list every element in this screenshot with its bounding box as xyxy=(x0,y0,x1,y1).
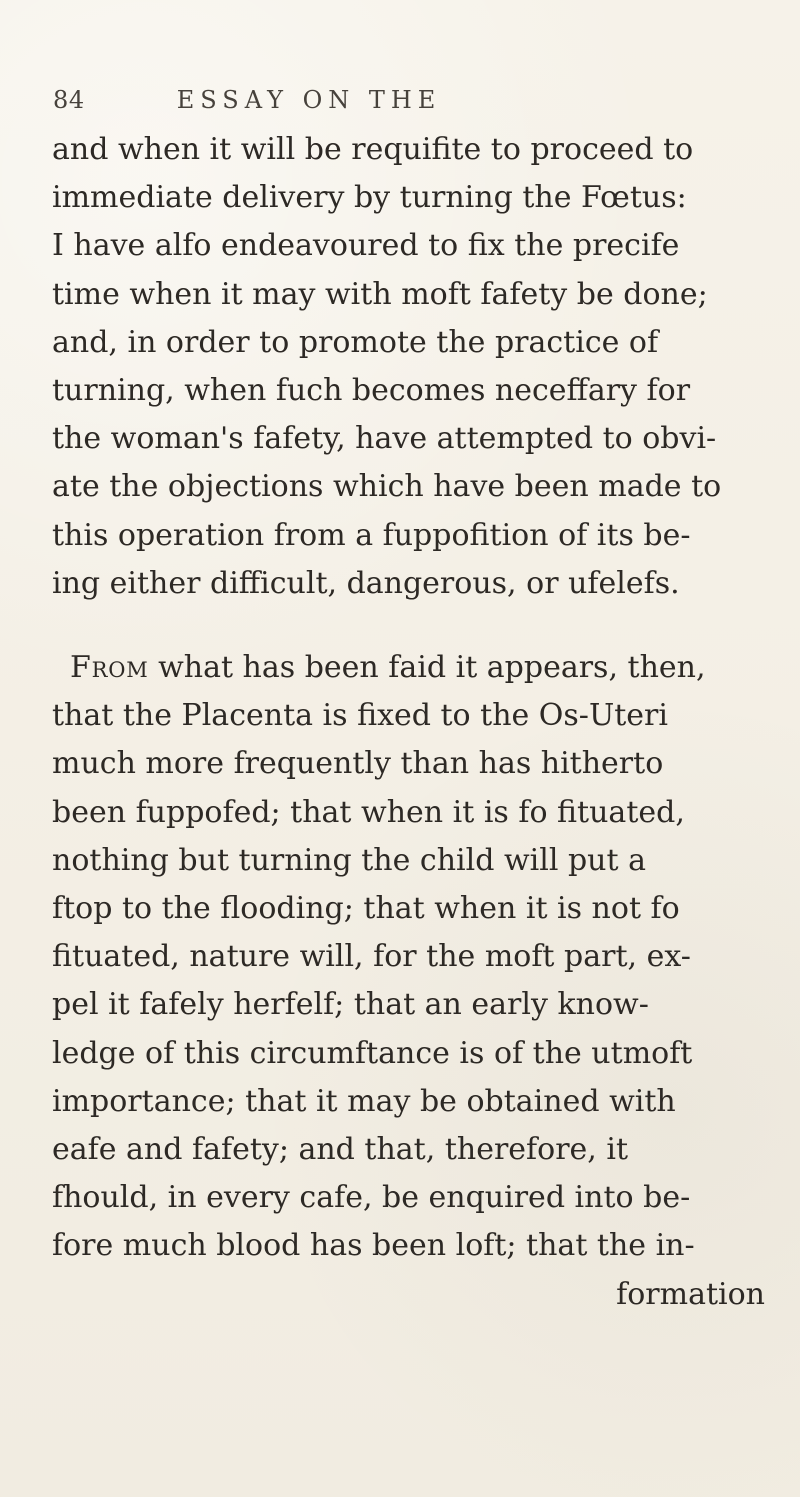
paragraph-opening-line xyxy=(52,644,767,692)
text-line: turning, when fuch becomes neceffary for xyxy=(52,373,691,409)
text-line: this operation from a fuppofition of its be- xyxy=(52,517,691,553)
text-line: and, in order to promote the practice of xyxy=(52,324,659,360)
text-line: ledge of this circumftance is of the utmoft xyxy=(52,1035,693,1071)
text-line: fore much blood has been loft; that the in- xyxy=(52,1228,695,1264)
text-line: nothing but turning the child will put a xyxy=(52,842,646,878)
paragraph-lead-word: From xyxy=(70,650,149,686)
body-text xyxy=(52,126,767,1319)
text-line: I have alfo endeavoured to fix the precife xyxy=(52,228,680,264)
text-line: that the Placenta is fixed to the Os-Uteri xyxy=(52,698,668,734)
text-line: immediate delivery by turning the Fœtus: xyxy=(52,180,687,216)
text-line: fhould, in every cafe, be enquired into be- xyxy=(52,1180,691,1216)
paragraph-opening-text: what has been faid it appears, then, xyxy=(148,650,706,686)
catchword: formation xyxy=(616,1276,765,1312)
page-header xyxy=(53,86,441,114)
text-line: been fuppofed; that when it is fo fituated, xyxy=(52,794,685,830)
paragraph-1 xyxy=(52,126,767,608)
text-line: and when it will be requifite to proceed to xyxy=(52,132,694,167)
text-line: the woman's fafety, have attempted to obvi- xyxy=(52,421,717,457)
text-line: pel it fafely herfelf; that an early know- xyxy=(52,987,649,1023)
text-line: eafe and fafety; and that, therefore, it xyxy=(52,1132,629,1168)
text-line: importance; that it may be obtained with xyxy=(52,1083,676,1119)
text-line: ing either difficult, dangerous, or ufelefs. xyxy=(52,565,680,601)
page-number: 84 xyxy=(53,86,85,114)
text-line: much more frequently than has hitherto xyxy=(52,746,664,782)
paragraph-break xyxy=(52,608,767,644)
running-head: ESSAY ON THE xyxy=(176,86,442,114)
text-line: time when it may with moft fafety be done; xyxy=(52,276,708,312)
text-line: fituated, nature will, for the moft part, ex- xyxy=(52,939,691,975)
paragraph-2 xyxy=(52,644,767,1319)
text-line: ftop to the flooding; that when it is not fo xyxy=(52,891,680,927)
text-line: ate the objections which have been made to xyxy=(52,469,722,505)
